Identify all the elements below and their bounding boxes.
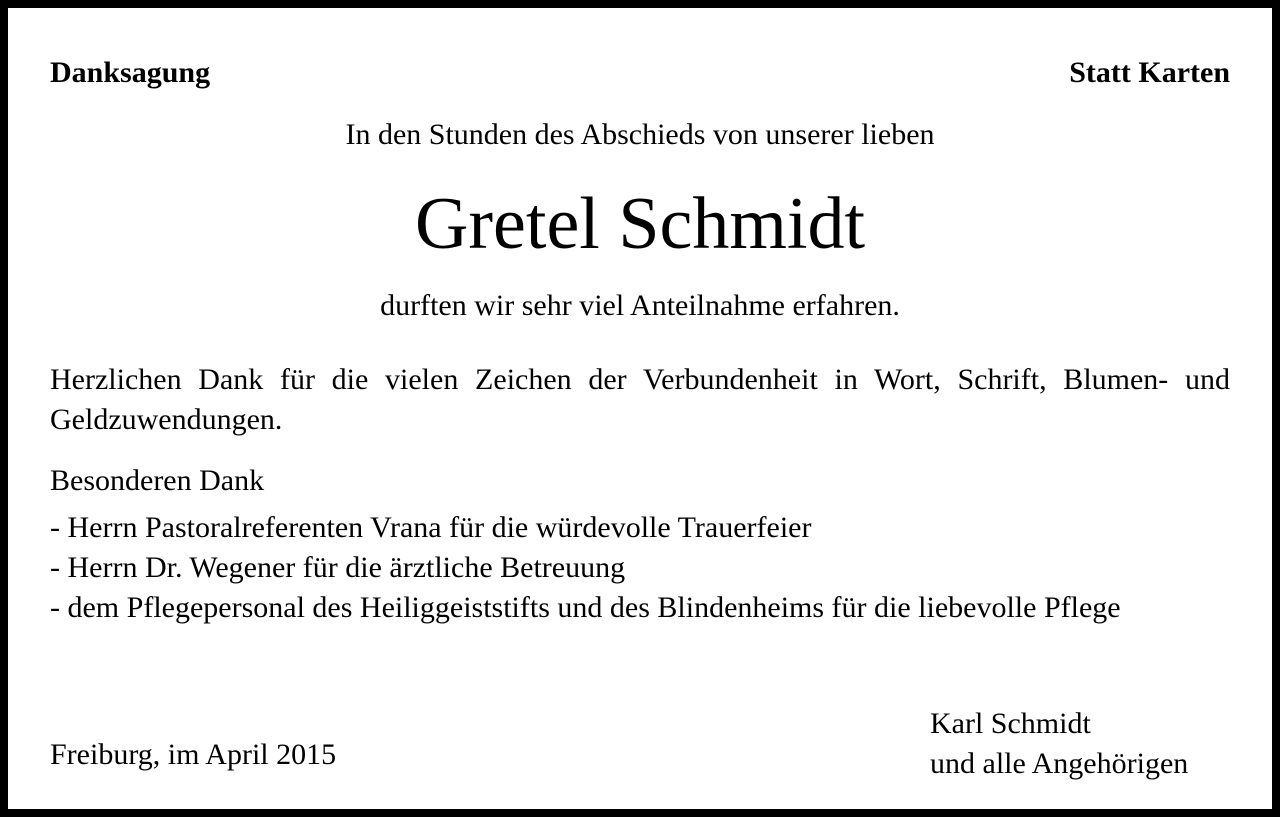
thanks-paragraph: Herzlichen Dank für die vielen Zeichen der Verbundenheit in Wort, Schrift, Blumen- und Geldzuwendungen. bbox=[50, 363, 1230, 436]
signatory-name: Karl Schmidt bbox=[930, 707, 1091, 740]
special-thanks-title: Besonderen Dank bbox=[50, 464, 265, 497]
header-statt-karten: Statt Karten bbox=[1069, 56, 1230, 89]
list-item: - Herrn Pastoralreferenten Vrana für die würdevolle Trauerfeier bbox=[50, 511, 812, 544]
after-name-text: durften wir sehr viel Anteilnahme erfahren. bbox=[380, 289, 900, 322]
intro-text: In den Stunden des Abschieds von unserer lieben bbox=[345, 118, 935, 151]
header-danksagung: Danksagung bbox=[50, 56, 211, 89]
list-item: - Herrn Dr. Wegener für die ärztliche Betreuung bbox=[50, 551, 626, 584]
special-thanks-list bbox=[50, 508, 1222, 628]
relatives-text: und alle Angehörigen bbox=[930, 747, 1189, 780]
place-date: Freiburg, im April 2015 bbox=[50, 738, 337, 771]
deceased-name: Gretel Schmidt bbox=[414, 183, 866, 265]
list-item: - dem Pflegepersonal des Heiliggeiststifts und des Blindenheims für die liebevolle Pflege bbox=[50, 591, 1121, 624]
signature-block bbox=[930, 704, 1188, 784]
